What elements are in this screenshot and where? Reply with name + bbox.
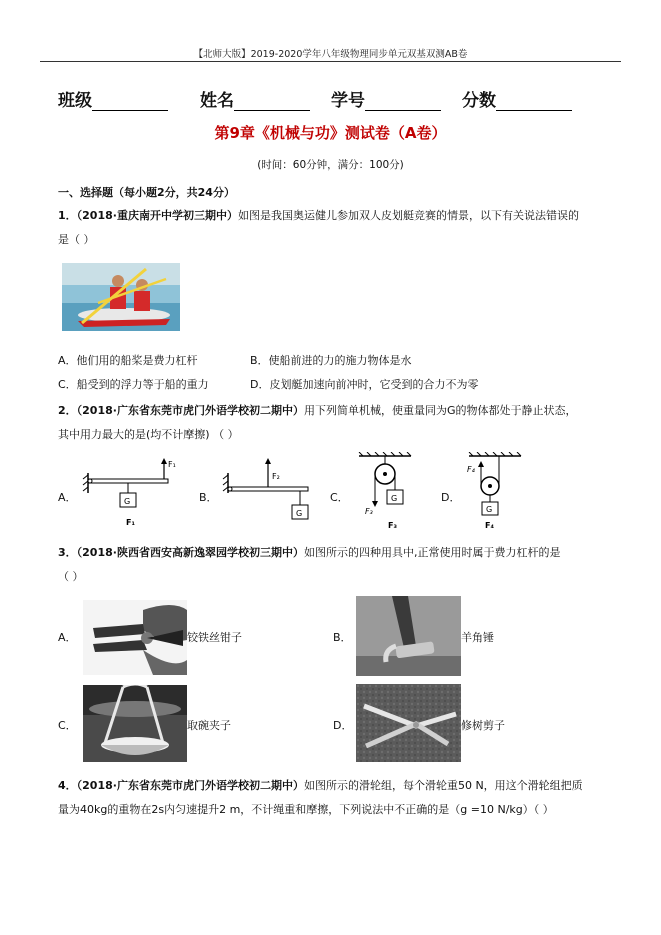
q2-option-d[interactable]: D． (441, 491, 461, 504)
fixed-pulley-figure (355, 452, 415, 532)
shears-image (356, 684, 461, 762)
name-blank[interactable] (234, 93, 310, 111)
kayak-image (62, 263, 180, 331)
q2-option-c[interactable]: C． (330, 491, 349, 504)
question-4 (58, 774, 618, 822)
class-label: 班级 (58, 91, 92, 111)
exam-info: (时间：60分钟，满分：100分) (257, 159, 404, 171)
q1-number: 1． (58, 209, 77, 222)
q2-text-cont: 其中用力最大的是(均不计摩擦) （ ） (58, 428, 239, 441)
q1-text: 如图是我国奥运健儿参加双人皮划艇竞赛的情景，以下有关说法错误的 (237, 209, 579, 222)
score-label: 分数 (462, 91, 496, 111)
q2-option-a[interactable]: A． (58, 491, 77, 504)
pliers-label: 铰铁丝钳子 (187, 631, 242, 644)
hammer-photo (356, 596, 461, 676)
name-field (200, 86, 310, 111)
q2-text: 用下列简单机械，使重量同为G的物体都处于静止状态， (303, 404, 577, 417)
question-3 (58, 541, 618, 589)
q1-option-c[interactable]: C．船受到的浮力等于船的重力 (58, 378, 209, 391)
kayak-photo (62, 263, 180, 331)
q1-option-b[interactable]: B．使船前进的力的施力物体是水 (250, 354, 412, 367)
question-1 (58, 204, 618, 252)
page-header: 【北师大版】2019-2020学年八年级物理同步单元双基双测AB卷 (193, 49, 468, 60)
lever-figure-b (220, 455, 320, 530)
id-field (331, 86, 441, 111)
score-blank[interactable] (496, 93, 572, 111)
q3-source: （2018·陕西省西安高新逸翠园学校初三期中） (76, 546, 304, 559)
id-blank[interactable] (365, 93, 441, 111)
g-label-b: G (296, 509, 303, 518)
id-label: 学号 (331, 91, 365, 111)
bowl-clip-photo (83, 685, 187, 762)
g-label-c: G (391, 494, 398, 503)
caption-f4: F₄ (485, 521, 494, 530)
q1-option-a[interactable]: A．他们用的船桨是费力杠杆 (58, 354, 198, 367)
f1-label: F₁ (168, 460, 176, 469)
name-label: 姓名 (200, 91, 234, 111)
movable-pulley-figure (465, 452, 525, 532)
q1-option-d[interactable]: D．皮划艇加速向前冲时，它受到的合力不为零 (250, 378, 479, 391)
page-title: 第9章《机械与功》测试卷（A卷） (214, 124, 447, 142)
q4-text: 如图所示的滑轮组，每个滑轮重50 N，用这个滑轮组把质 (303, 779, 583, 792)
q3-text-cont: （ ） (58, 570, 84, 583)
q2-number: 2． (58, 404, 77, 417)
f4-label: F₄ (467, 465, 475, 474)
class-field (58, 86, 168, 111)
caption-f3: F₃ (388, 521, 397, 530)
g-label-a: G (124, 497, 131, 506)
shears-label: 修树剪子 (461, 719, 505, 732)
lever-figure-a (80, 455, 180, 530)
q3-option-c[interactable]: C． (58, 719, 77, 732)
q4-text-cont: 量为40kg的重物在2s内匀速提升2 m，不计绳重和摩擦，下列说法中不正确的是（g =10 N/kg）（ ） (58, 803, 554, 816)
q3-option-a[interactable]: A． (58, 631, 77, 644)
f2-label: F₂ (272, 472, 280, 481)
pliers-photo (83, 600, 187, 675)
q2-source: （2018·广东省东莞市虎门外语学校初二期中） (76, 404, 304, 417)
q4-source: （2018·广东省东莞市虎门外语学校初二期中） (76, 779, 304, 792)
g-label-d: G (486, 505, 493, 514)
q4-number: 4． (58, 779, 77, 792)
bowl-clip-label: 取碗夹子 (187, 719, 231, 732)
q1-text-cont: 是（ ） (58, 233, 95, 246)
score-field (462, 86, 572, 111)
class-blank[interactable] (92, 93, 168, 111)
question-2 (58, 399, 618, 447)
hammer-image (356, 596, 461, 676)
hammer-label: 羊角锤 (461, 631, 494, 644)
bowl-clip-image (83, 685, 187, 762)
pliers-image (83, 600, 187, 675)
section-heading: 一、选择题（每小题2分，共24分） (58, 186, 235, 199)
q3-option-b[interactable]: B． (333, 631, 352, 644)
shears-photo (356, 684, 461, 762)
caption-f1: F₁ (126, 518, 135, 527)
header-rule (40, 61, 621, 62)
f3-label: F₃ (365, 507, 373, 516)
q3-number: 3． (58, 546, 77, 559)
q1-source: （2018·重庆南开中学初三期中） (76, 209, 238, 222)
q3-text: 如图所示的四种用具中,正常使用时属于费力杠杆的是 (303, 546, 561, 559)
q2-option-b[interactable]: B． (199, 491, 218, 504)
q3-option-d[interactable]: D． (333, 719, 353, 732)
